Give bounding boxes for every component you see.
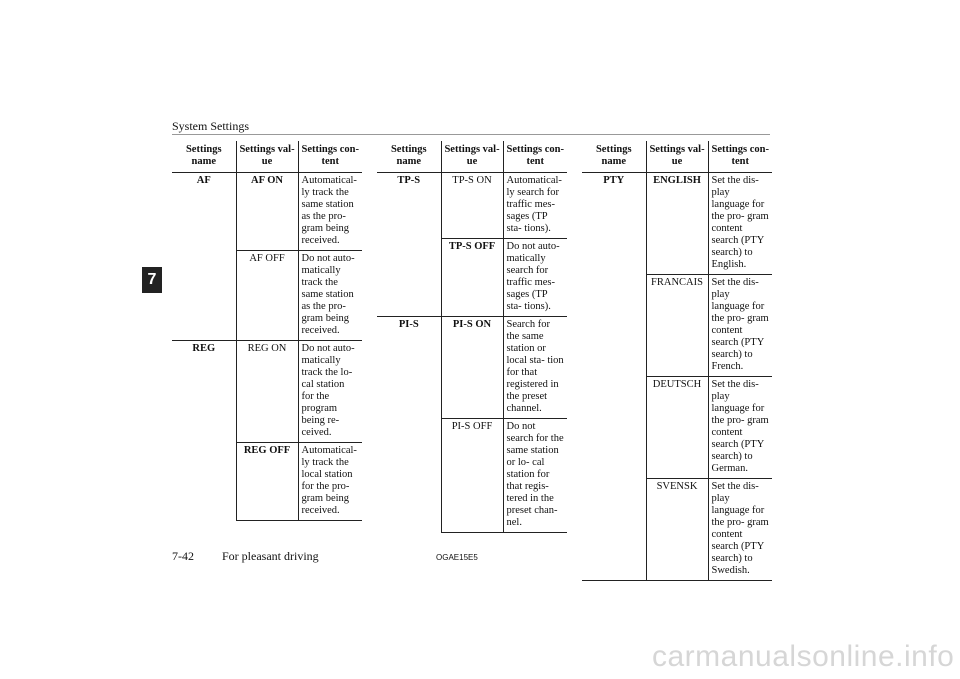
setting-value: REG OFF	[236, 443, 298, 521]
setting-name-tps: TP-S	[377, 173, 441, 317]
setting-content: Automatical- ly search for traffic mes- sages (TP sta- tions).	[506, 175, 562, 234]
chapter-title: For pleasant driving	[222, 549, 319, 563]
col-header-content: Settings con- tent	[708, 141, 772, 173]
setting-value: REG ON	[236, 341, 298, 443]
table-row	[582, 173, 772, 275]
setting-content: Automatical- ly track the local station for the pro- gram being received.	[298, 443, 362, 521]
chapter-tab: 7	[142, 267, 162, 293]
setting-content: Set the dis- play language for the pro- gram content search (PTY search) to French.	[708, 275, 772, 377]
table-row	[172, 341, 362, 443]
page-number: 7-42	[172, 549, 194, 563]
setting-content: Search for the same station or local sta- tion for that registered in the preset channel.	[503, 317, 567, 419]
setting-name-pty: PTY	[582, 173, 646, 581]
col-header-value: Settings val- ue	[236, 141, 298, 173]
setting-value: PI-S OFF	[441, 419, 503, 533]
col-header-value: Settings val- ue	[441, 141, 503, 173]
settings-table-tps-pis	[377, 141, 567, 533]
table-row	[172, 173, 362, 251]
settings-table-pty	[582, 141, 772, 581]
setting-value: ENGLISH	[646, 173, 708, 275]
setting-name-reg: REG	[172, 341, 236, 521]
setting-name-pis: PI-S	[377, 317, 441, 533]
col-header-value: Settings val- ue	[646, 141, 708, 173]
setting-content: Set the dis- play language for the pro- gram content search (PTY search) to German.	[708, 377, 772, 479]
setting-value: PI-S ON	[441, 317, 503, 419]
setting-value: SVENSK	[646, 479, 708, 581]
setting-value: AF ON	[236, 173, 298, 251]
table-row	[377, 173, 567, 239]
document-code: OGAE15E5	[436, 553, 478, 562]
setting-content: Automatical- ly track the same station as the pro- gram being received.	[301, 175, 357, 246]
col-header-content: Settings con- tent	[298, 141, 362, 173]
table-row	[377, 317, 567, 419]
col-header-content: Settings con- tent	[503, 141, 567, 173]
setting-value: TP-S OFF	[441, 239, 503, 317]
setting-content: Do not auto- matically track the same station as the pro- gram being received.	[298, 251, 362, 341]
setting-content: Set the dis- play language for the pro- gram content search (PTY search) to English.	[711, 175, 769, 270]
setting-value: TP-S ON	[441, 173, 503, 239]
setting-content: Do not auto- matically search for traffic mes- sages (TP sta- tions).	[503, 239, 567, 317]
col-header-name: Settings name	[377, 141, 441, 173]
header-rule	[172, 134, 770, 135]
col-header-name: Settings name	[582, 141, 646, 173]
col-header-name: Settings name	[172, 141, 236, 173]
setting-value: FRANCAIS	[646, 275, 708, 377]
setting-value: AF OFF	[236, 251, 298, 341]
setting-content: Set the dis- play language for the pro- gram content search (PTY search) to Swedish.	[708, 479, 772, 581]
setting-content: Do not search for the same station or lo- cal station for that regis- tered in the preset chan- nel.	[503, 419, 567, 533]
setting-name-af: AF	[172, 173, 236, 341]
page-header-title: System Settings	[172, 119, 250, 133]
setting-value: DEUTSCH	[646, 377, 708, 479]
setting-content: Do not auto- matically track the lo- cal station for the program being re- ceived.	[298, 341, 362, 443]
settings-table-af-reg	[172, 141, 362, 521]
watermark: carmanualsonline.info	[652, 640, 955, 673]
